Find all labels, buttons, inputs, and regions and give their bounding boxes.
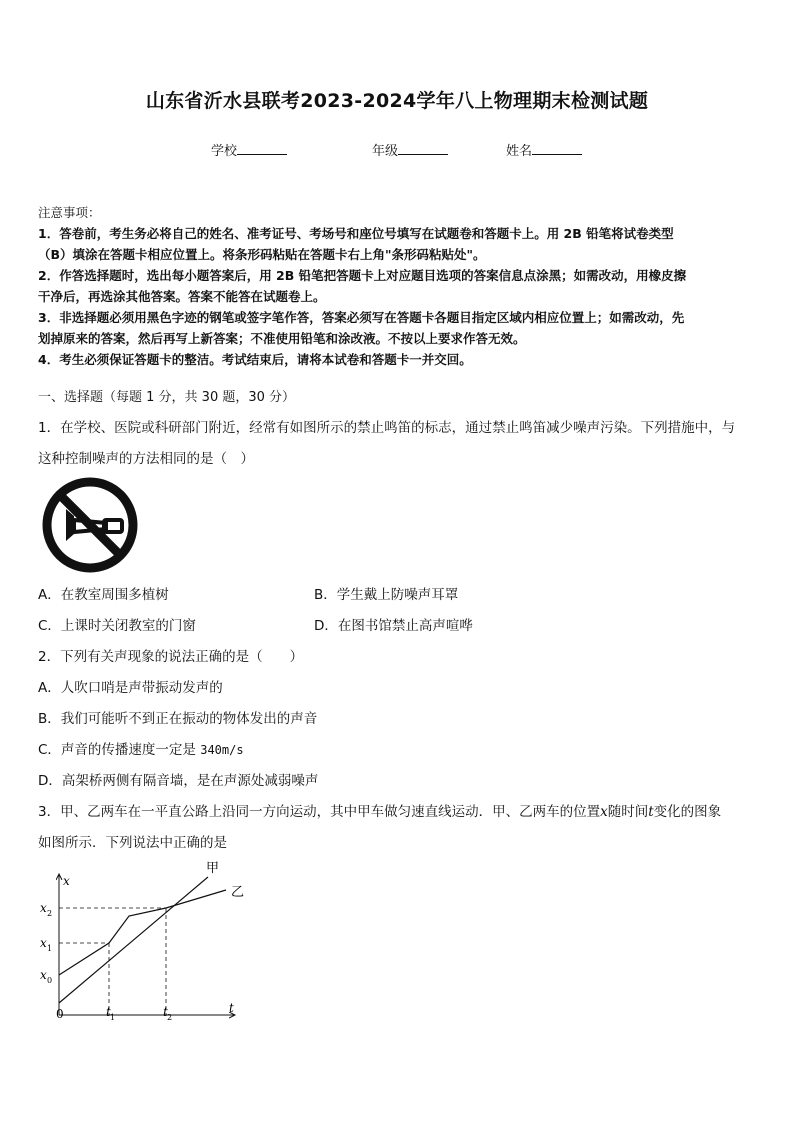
q2-option-a: A．人吹口哨是声带振动发声的 — [38, 680, 223, 696]
x0-subscript: 0 — [47, 976, 53, 985]
q2-option-c — [38, 738, 244, 758]
t1-subscript: 1 — [110, 1013, 116, 1022]
notes-heading: 注意事项： — [38, 205, 101, 220]
q3-stem-part: 变化的图象 — [653, 804, 722, 820]
x0-label: x — [40, 968, 47, 982]
q1-option-b: B．学生戴上防噪声耳罩 — [314, 587, 459, 603]
q1-stem-line1: 1．在学校、医院或科研部门附近，经常有如图所示的禁止鸣笛的标志，通过禁止鸣笛减少噪声污染。下列措施中，与 — [38, 420, 736, 436]
no-horn-sign-icon — [40, 476, 140, 574]
var-t: t — [648, 804, 654, 820]
t2-subscript: 2 — [167, 1013, 173, 1022]
jia-label: 甲 — [206, 861, 220, 876]
q2-option-d: D．高架桥两侧有隔音墙，是在声源处减弱噪声 — [38, 773, 319, 789]
x-axis-label: t — [229, 1001, 234, 1015]
note-line: 划掉原来的答案，然后再写上新答案；不准使用铅笔和涂改液。不按以上要求作答无效。 — [38, 331, 526, 346]
school-label: 学校 — [211, 144, 238, 159]
q3-stem-line1 — [38, 800, 721, 820]
x1-label: x — [40, 936, 47, 950]
t2-label: t — [163, 1005, 168, 1019]
note-line: 4．考生必须保证答题卡的整洁。考试结束后，请将本试卷和答题卡一并交回。 — [38, 352, 472, 367]
note-line: （B）填涂在答题卡相应位置上。将条形码粘贴在答题卡右上角"条形码粘贴处"。 — [38, 247, 486, 262]
q2-stem: 2．下列有关声现象的说法正确的是（ ） — [38, 649, 304, 665]
yi-label: 乙 — [231, 885, 245, 900]
note-line: 2．作答选择题时，选出每小题答案后，用 2B 铅笔把答题卡上对应题目选项的答案信息点涂黑；如需改动，用橡皮擦 — [38, 268, 687, 283]
q2-option-b: B．我们可能听不到正在振动的物体发出的声音 — [38, 711, 318, 727]
grade-blank — [398, 141, 448, 155]
name-field — [506, 140, 582, 159]
school-field — [211, 140, 287, 159]
q1-option-d: D．在图书馆禁止高声喧哗 — [314, 618, 473, 634]
q3-stem-line2: 如图所示．下列说法中正确的是 — [38, 835, 227, 851]
q3-stem-part: 3．甲、乙两车在一平直公路上沿同一方向运动，其中甲车做匀速直线运动．甲、乙两车的位置 — [38, 804, 601, 820]
line-jia — [59, 877, 208, 1003]
q1-option-a: A．在教室周围多植树 — [38, 587, 169, 603]
y-axis-label: x — [63, 874, 70, 888]
q1-option-c: C．上课时关闭教室的门窗 — [38, 618, 196, 634]
note-line: 干净后，再选涂其他答案。答案不能答在试题卷上。 — [38, 289, 326, 304]
x2-label: x — [40, 901, 47, 915]
q1-stem-line2: 这种控制噪声的方法相同的是（ ） — [38, 451, 254, 467]
x1-subscript: 1 — [47, 944, 53, 953]
var-x: x — [600, 804, 608, 820]
name-blank — [532, 141, 582, 155]
school-blank — [237, 141, 287, 155]
speed-value: 340m/s — [200, 743, 244, 757]
name-label: 姓名 — [506, 144, 533, 159]
grade-label: 年级 — [372, 144, 399, 159]
origin-label: 0 — [56, 1007, 64, 1021]
grade-field — [372, 140, 448, 159]
position-time-graph — [30, 852, 260, 1027]
section-heading: 一、选择题（每题 1 分，共 30 题，30 分） — [38, 390, 296, 405]
note-line: 1．答卷前，考生务必将自己的姓名、准考证号、考场号和座位号填写在试题卷和答题卡上。用 2B 铅笔将试卷类型 — [38, 226, 674, 241]
x2-subscript: 2 — [47, 909, 53, 918]
q2-option-c-text: C．声音的传播速度一定是 — [38, 742, 201, 758]
t1-label: t — [106, 1005, 111, 1019]
note-line: 3．非选择题必须用黑色字迹的钢笔或签字笔作答，答案必须写在答题卡各题目指定区域内相应位置上；如需改动，先 — [38, 310, 685, 325]
page-title: 山东省沂水县联考2023-2024学年八上物理期末检测试题 — [145, 90, 649, 112]
q3-stem-part: 随时间 — [607, 804, 649, 820]
